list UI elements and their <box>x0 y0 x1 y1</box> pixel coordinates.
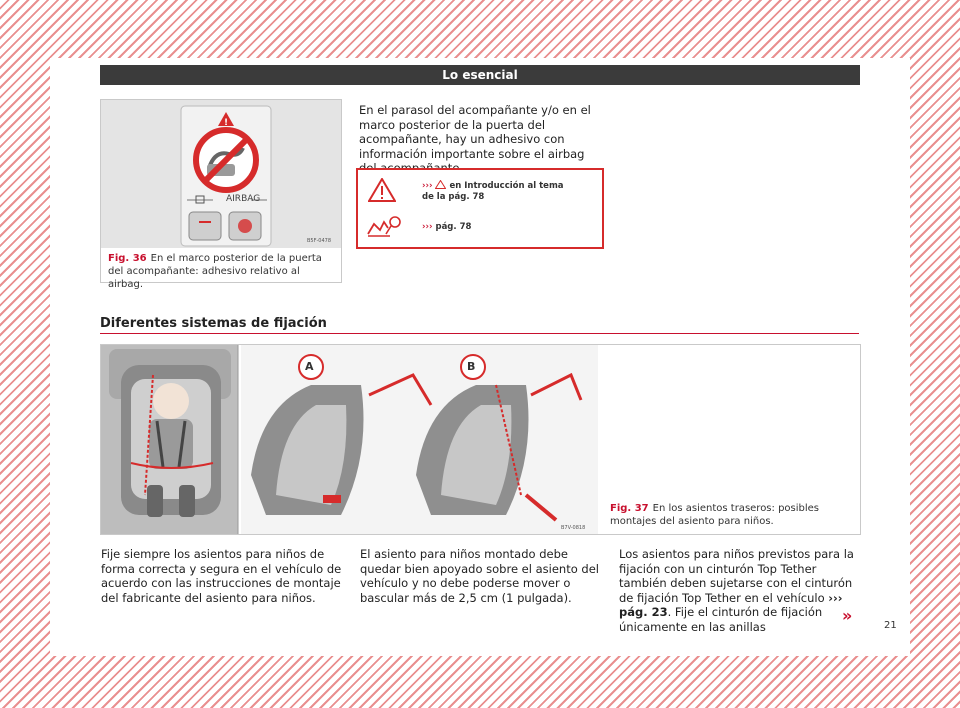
fig37-caption <box>610 502 850 528</box>
label-a: A <box>305 360 314 373</box>
figure-36 <box>100 99 342 290</box>
fig36-number: Fig. 36 <box>108 253 147 264</box>
column-2-paragraph: El asiento para niños montado debe quedar bien apoyado sobre el asiento del vehículo y no debe poderse mover o bascular más de 2,5 cm (1 pulgada). <box>360 547 599 605</box>
figure-37 <box>100 344 861 535</box>
fig36-caption-text: En el marco posterior de la puerta del acompañante: adhesivo relativo al airbag. <box>108 253 322 290</box>
reference-link-note[interactable]: ››› pág. 78 <box>422 222 472 232</box>
child-seat-illustration <box>101 345 598 534</box>
page-23-reference-link[interactable]: ››› pág. 23 <box>619 590 843 619</box>
page-number: 21 <box>884 620 897 631</box>
reference-link-warning[interactable]: ››› en Introducción al tema de la pág. 78 <box>422 181 564 202</box>
intro-paragraph: En el parasol del acompañante y/o en el marco posterior de la puerta del acompañante, hay un adhesivo con información importante sobre el airbag <box>359 103 591 161</box>
chapter-header: Lo esencial <box>100 65 860 85</box>
reference-box <box>356 168 604 249</box>
section-heading: Diferentes sistemas de fijación <box>100 316 327 331</box>
column-3-paragraph: Los asientos para niños previstos para la fijación con un cinturón Top Tether también deben sujetarse con el cinturón de fijación Top Tether en el vehículo ››› pág. 23. Fije el cinturón de fijación únicamente en las anillas <box>619 547 854 634</box>
environment-note-icon <box>366 214 402 238</box>
label-b: B <box>467 360 476 373</box>
airbag-label: AIRBAG <box>226 194 261 204</box>
column-1-paragraph: Fije siempre los asientos para niños de forma correcta y segura en el vehículo de acuerdo con las instrucciones de montaje del fabricante del asiento para niños. <box>101 547 342 605</box>
warning-triangle-icon <box>368 178 396 202</box>
section-divider <box>100 333 859 334</box>
airbag-sticker-image <box>101 100 341 248</box>
fig37-caption-text: En los asientos traseros: posibles montajes del asiento para niños. <box>610 503 820 527</box>
svg-text:!: ! <box>223 118 229 128</box>
continue-mark: » <box>842 606 853 625</box>
image-code-fig36: B5F-0478 <box>307 238 332 244</box>
fig37-number: Fig. 37 <box>610 503 649 514</box>
small-warning-icon <box>435 180 446 189</box>
image-code-fig37: B7V-0818 <box>561 525 586 531</box>
fig36-caption <box>108 252 336 291</box>
